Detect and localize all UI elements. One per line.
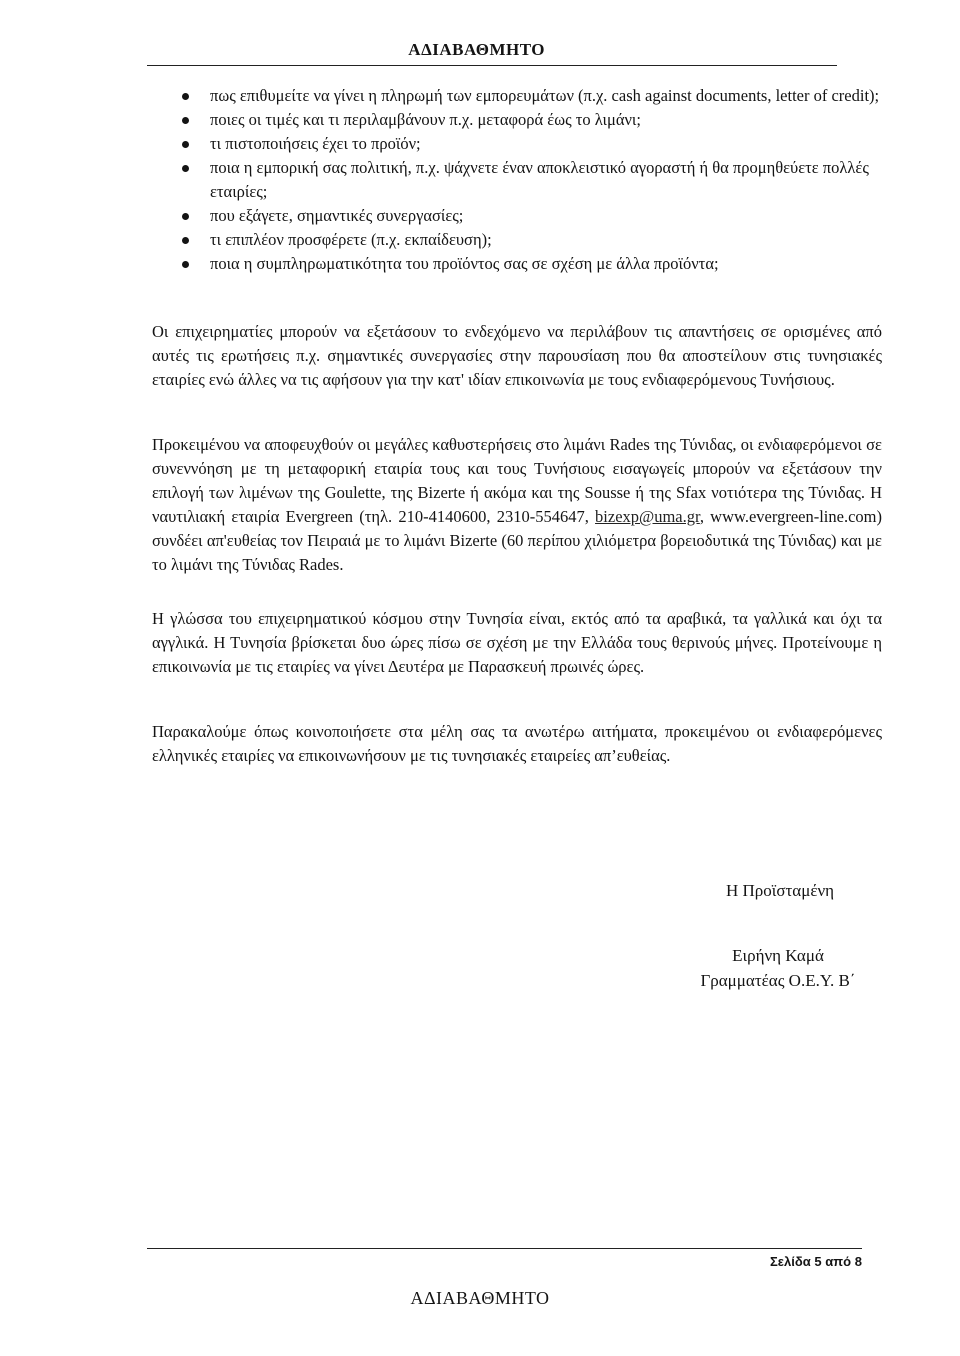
paragraph-ports: Προκειμένου να αποφευχθούν οι μεγάλες καθυστερήσεις στο λιμάνι Rades της Τύνιδας, οι ενδιαφερόμενοι σε συνεννόηση με τη μεταφορική εταιρία τους και τους Τυνήσιους εισαγωγείς μπορούν να εξετάσουν την επιλογή των λιμένων της Goulette, της Bizerte ή ακόμα και της Sousse ή της Sfax νοτιότερα της Τύνιδας. Η ναυτιλιακή εταιρία Evergreen (τηλ. 210-4140600, 2310-554647, bizexp@uma.gr, www.evergreen-line.com) συνδέει απ'ευθείας τον Πειραιά με το λιμάνι Bizerte (60 περίπου χιλιόμετρα βορειοδυτικά της Τύνιδας) και με το λιμάνι της Τύνιδας Rades. (152, 435, 882, 574)
page-number: Σελίδα 5 από 8 (770, 1254, 862, 1269)
bullet-icon (182, 141, 189, 148)
bullet-icon (182, 117, 189, 124)
email-link[interactable]: bizexp@uma.gr (595, 507, 700, 526)
signature-role: Η Προϊσταμένη (725, 881, 835, 900)
footer-divider (147, 1248, 862, 1249)
list-item: πως επιθυμείτε να γίνει η πληρωμή των εμπορευμάτων (π.χ. cash against documents, letter of credit); (182, 84, 882, 108)
paragraph-language: Η γλώσσα του επιχειρηματικού κόσμου στην Τυνησία είναι, εκτός από τα αραβικά, τα γαλλικά και όχι τα αγγλικά. Η Τυνησία βρίσκεται δυο ώρες πίσω σε σχέση με την Ελλάδα τους θερινούς μήνες. Προτείνουμε η επικοινωνία με τις εταιρίες να γίνει Δευτέρα με Παρασκευή πρωινές ώρες. (152, 609, 882, 676)
signature-name: Ειρήνη Καμά (732, 946, 824, 965)
paragraph-request: Παρακαλούμε όπως κοινοποιήσετε στα μέλη σας τα ανωτέρω αιτήματα, προκειμένου οι ενδιαφερόμενες ελληνικές εταιρίες να επικοινωνήσουν με τις τυνησιακές εταιρείες απ’ευθείας. (152, 722, 882, 765)
question-list (182, 84, 882, 276)
bullet-icon (182, 237, 189, 244)
header-divider (147, 65, 837, 66)
list-item: τι επιπλέον προσφέρετε (π.χ. εκπαίδευση); (182, 228, 882, 252)
paragraph-answers: Οι επιχειρηματίες μπορούν να εξετάσουν το ενδεχόμενο να περιλάβουν τις απαντήσεις σε ορισμένες από αυτές τις ερωτήσεις π.χ. σημαντικές συνεργασίες στην παρουσίαση που θα αποστείλουν στις τυνησιακές εταιρίες ενώ άλλες να τις αφήσουν για την κατ' ιδίαν επικοινωνία με τους ενδιαφερόμενους Τυνήσιους. (152, 322, 882, 389)
list-item: που εξάγετε, σημαντικές συνεργασίες; (182, 204, 882, 228)
bullet-icon (182, 261, 189, 268)
bullet-icon (182, 93, 189, 100)
list-item: ποιες οι τιμές και τι περιλαμβάνουν π.χ. μεταφορά έως το λιμάνι; (182, 108, 882, 132)
classification-header: ΑΔΙΑΒΑΘΜΗΤΟ (408, 40, 545, 59)
list-item: ποια η συμπληρωματικότητα του προϊόντος σας σε σχέση με άλλα προϊόντα; (182, 252, 882, 276)
classification-footer: ΑΔΙΑΒΑΘΜΗΤΟ (410, 1288, 550, 1308)
list-item: τι πιστοποιήσεις έχει το προϊόν; (182, 132, 882, 156)
signature-position: Γραμματέας Ο.Ε.Υ. Β΄ (700, 971, 856, 990)
bullet-icon (182, 165, 189, 172)
bullet-icon (182, 213, 189, 220)
list-item: ποια η εμπορική σας πολιτική, π.χ. ψάχνετε έναν αποκλειστικό αγοραστή ή θα προμηθεύετε πολλές εταιρίες; (182, 156, 882, 204)
